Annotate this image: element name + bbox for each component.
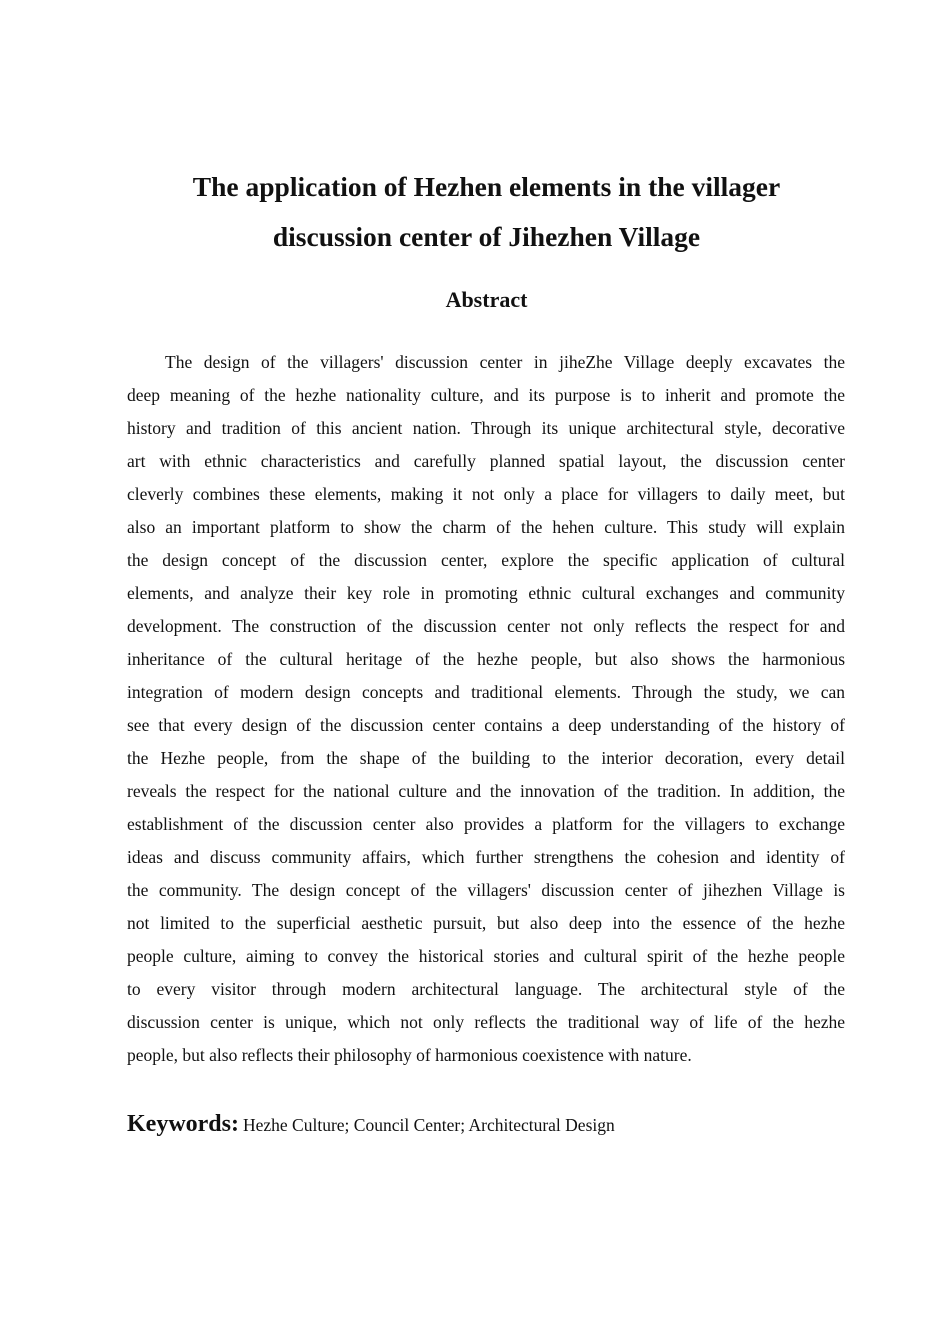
keywords-line <box>127 1106 846 1145</box>
keywords-label: Keywords: <box>127 1111 239 1137</box>
abstract-line: art with ethnic characteristics and carefully planned spatial layout, the discussion center <box>127 451 845 471</box>
abstract-line: discussion center is unique, which not only reflects the traditional way of life of the hezhe <box>127 1012 845 1032</box>
abstract-line: see that every design of the discussion center contains a deep understanding of the history of <box>127 715 845 735</box>
abstract-line: also an important platform to show the charm of the hehen culture. This study will explain <box>127 517 845 537</box>
title-line-1: The application of Hezhen elements in the villager <box>192 171 781 202</box>
abstract-line: elements, and analyze their key role in promoting ethnic cultural exchanges and community <box>127 583 845 603</box>
abstract-line: not limited to the superficial aesthetic pursuit, but also deep into the essence of the hezhe <box>127 913 845 933</box>
abstract-line: to every visitor through modern architectural language. The architectural style of the <box>127 979 845 999</box>
abstract-body <box>127 346 845 1072</box>
abstract-line: history and tradition of this ancient nation. Through its unique architectural style, decorative <box>127 418 845 438</box>
abstract-line: reveals the respect for the national culture and the innovation of the tradition. In addition, the <box>127 781 845 801</box>
abstract-line: establishment of the discussion center also provides a platform for the villagers to exchange <box>127 814 845 834</box>
abstract-line: the design concept of the discussion center, explore the specific application of cultural <box>127 550 845 570</box>
abstract-line: people culture, aiming to convey the historical stories and cultural spirit of the hezhe people <box>127 946 845 966</box>
keywords-value: Hezhe Culture; Council Center; Architectural Design <box>242 1115 615 1135</box>
abstract-line: inheritance of the cultural heritage of the hezhe people, but also shows the harmonious <box>127 649 845 669</box>
paper-title <box>127 162 846 262</box>
abstract-line: people, but also reflects their philosophy of harmonious coexistence with nature. <box>127 1045 692 1065</box>
abstract-line: integration of modern design concepts and traditional elements. Through the study, we can <box>127 682 845 702</box>
abstract-line: cleverly combines these elements, making it not only a place for villagers to daily meet, but <box>127 484 845 504</box>
abstract-line: deep meaning of the hezhe nationality culture, and its purpose is to inherit and promote the <box>127 385 845 405</box>
abstract-heading: Abstract <box>445 287 528 312</box>
abstract-line: the Hezhe people, from the shape of the building to the interior decoration, every detail <box>127 748 845 768</box>
abstract-line: The design of the villagers' discussion center in jiheZhe Village deeply excavates the <box>165 352 845 372</box>
abstract-line: ideas and discuss community affairs, which further strengthens the cohesion and identity of <box>127 847 845 867</box>
title-line-2: discussion center of Jihezhen Village <box>272 221 701 252</box>
abstract-line: the community. The design concept of the villagers' discussion center of jihezhen Village is <box>127 880 845 900</box>
abstract-line: development. The construction of the discussion center not only reflects the respect for and <box>127 616 845 636</box>
